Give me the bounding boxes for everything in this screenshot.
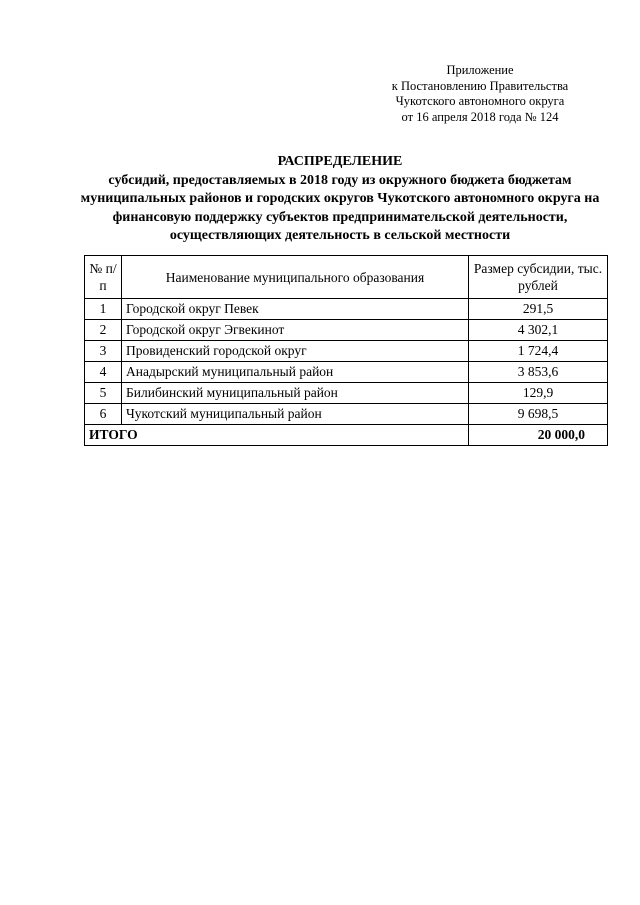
title-subtitle: субсидий, предоставляемых в 2018 году из окружного бюджета бюджетам муниципальных районов и городских округов Чукотского автономного округа на финансовую поддержку субъектов предпринимательской деятельности, осуществляющих деятельность в сельской местности xyxy=(80,172,600,243)
title-heading: РАСПРЕДЕЛЕНИЕ xyxy=(277,154,403,169)
header-amount: Размер субсидии, тыс. рублей xyxy=(469,256,608,299)
row-name: Провиденский городской округ xyxy=(122,341,469,362)
row-name: Городской округ Певек xyxy=(122,299,469,320)
appendix-line: Чукотского автономного округа xyxy=(395,94,565,108)
row-name: Городской округ Эгвекинот xyxy=(122,320,469,341)
table-row xyxy=(85,383,608,404)
row-number: 6 xyxy=(85,404,122,425)
row-number: 5 xyxy=(85,383,122,404)
header-name: Наименование муниципального образования xyxy=(122,256,469,299)
row-amount: 1 724,4 xyxy=(469,341,608,362)
row-amount: 4 302,1 xyxy=(469,320,608,341)
row-amount: 9 698,5 xyxy=(469,404,608,425)
table-row xyxy=(85,404,608,425)
table-row xyxy=(85,362,608,383)
distribution-table xyxy=(84,255,608,446)
total-label: ИТОГО xyxy=(85,425,469,446)
row-amount: 129,9 xyxy=(469,383,608,404)
appendix-line: Приложение xyxy=(446,63,514,77)
document-title xyxy=(60,153,620,246)
row-number: 2 xyxy=(85,320,122,341)
table-row xyxy=(85,341,608,362)
row-number: 1 xyxy=(85,299,122,320)
row-name: Билибинский муниципальный район xyxy=(122,383,469,404)
total-row xyxy=(85,425,608,446)
total-amount: 20 000,0 xyxy=(469,425,608,446)
appendix-reference xyxy=(380,63,580,125)
table-row xyxy=(85,320,608,341)
row-amount: 3 853,6 xyxy=(469,362,608,383)
appendix-line: от 16 апреля 2018 года № 124 xyxy=(401,109,559,124)
row-number: 4 xyxy=(85,362,122,383)
row-amount: 291,5 xyxy=(469,299,608,320)
appendix-line: к Постановлению Правительства xyxy=(391,78,569,93)
row-number: 3 xyxy=(85,341,122,362)
header-number: № п/п xyxy=(85,256,122,299)
row-name: Чукотский муниципальный район xyxy=(122,404,469,425)
table-row xyxy=(85,299,608,320)
table-header-row xyxy=(85,256,608,299)
row-name: Анадырский муниципальный район xyxy=(122,362,469,383)
